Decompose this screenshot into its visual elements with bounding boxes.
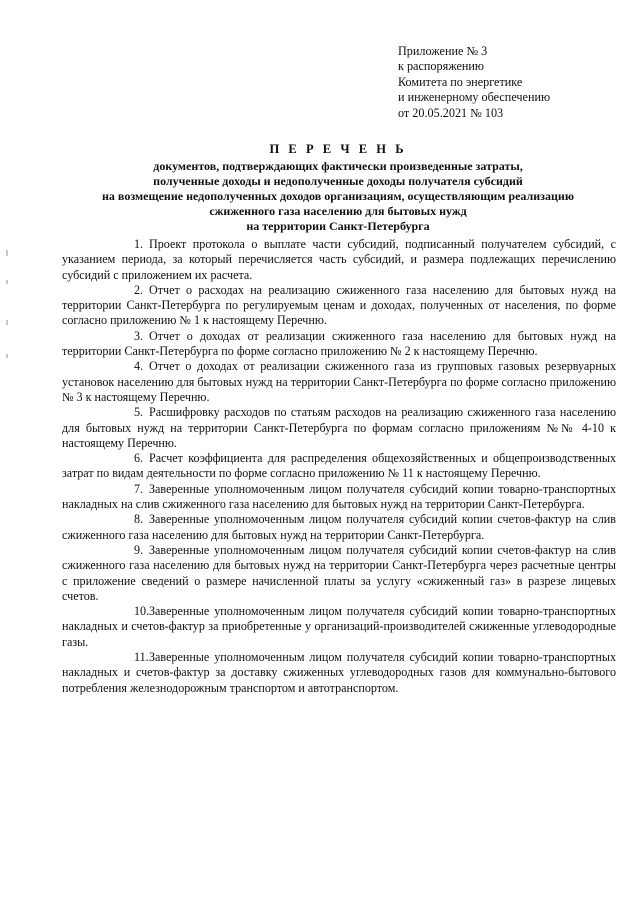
list-item [62,359,616,405]
title-line: на возмещение недополученных доходов организациям, осуществляющим реализацию [102,189,574,203]
item-text: Проект протокола о выплате части субсидий, подписанный получателем субсидий, с указанием периода, за который перечисляется часть субсидий, и размера подлежащих перечислению субсидий с приложением их расчета. [62,237,616,282]
title-line: на территории Санкт-Петербурга [246,219,430,233]
annex-line: Комитета по энергетике [398,74,523,89]
document-list [62,237,616,696]
item-number: 1. [134,237,144,251]
item-number: 8. [134,512,144,527]
annex-reference [398,44,628,121]
item-number: 2. [134,282,144,297]
list-item [62,543,616,604]
list-item [62,451,616,482]
list-item [62,283,616,329]
annex-line: к распоряжению [398,59,485,74]
item-text: Заверенные уполномоченным лицом получателя субсидий копии товарно-транспортных накладных и счетов-фактур за приобретенные у организаций-производителей сжиженные углеводородные газы. [62,604,616,649]
item-text: Расшифровку расходов по статьям расходов на реализацию сжиженного газа населению для бытовых нужд на территории Санкт-Петербурга по формам согласно приложениям №№ 4-10 к настоящему Перечню. [62,405,616,450]
item-text: Отчет о доходах от реализации сжиженного газа населению для бытовых нужд на территории Санкт-Петербурга по форме согласно приложению № 2 к настоящему Перечню. [62,328,616,359]
list-item [62,482,616,513]
list-item [62,405,616,451]
item-number: 10. [134,604,150,619]
item-text: Заверенные уполномоченным лицом получателя субсидий копии товарно-транспортных накладных и счетов-фактур за доставку сжиженных углеводородных газов для коммунально-бытового потребления железнодорожным транспортом и автотранспортом. [62,650,616,695]
scan-margin-marks [6,250,9,370]
item-number: 9. [134,542,144,557]
annex-line: и инженерному обеспечению [398,90,551,105]
annex-line: Приложение № 3 [398,44,488,58]
title-line: сжиженного газа населению для бытовых нужд [209,204,467,218]
item-text: Отчет о расходах на реализацию сжиженного газа населению для бытовых нужд на территории Санкт-Петербурга по регулируемым ценам и доходах, полученных от населения, по форме согласно приложению № 1 к настоящему Перечню. [62,282,616,328]
list-item [62,237,616,283]
annex-line: от 20.05.2021 № 103 [398,105,504,120]
item-text: Заверенные уполномоченным лицом получателя субсидий копии счетов-фактур на слив сжиженного газа населению для бытовых нужд на территории Санкт-Петербурга через расчетные центры с приложение сведений о размере начисленной платы за услугу «сжиженный газ» в разрезе лицевых счетов. [62,542,616,603]
item-number: 5. [134,405,144,420]
title-line: документов, подтверждающих фактически произведенные затраты, [153,159,523,173]
title-line: полученные доходы и недополученные доходы получателя субсидий [153,174,523,188]
title-heading: П Е Р Е Ч Е Н Ь [269,142,407,156]
item-text: Расчет коэффициента для распределения общехозяйственных и общепроизводственных затрат по видам деятельности по форме согласно приложению № 11 к настоящему Перечню. [62,451,616,481]
item-number: 6. [134,451,144,466]
item-number: 7. [134,481,144,496]
list-item [62,512,616,543]
item-number: 11. [134,650,149,665]
item-number: 4. [134,359,144,374]
item-text: Заверенные уполномоченным лицом получателя субсидий копии счетов-фактур на слив сжиженного газа населению для бытовых нужд на территории Санкт-Петербурга. [62,512,616,542]
list-item [62,329,616,360]
item-number: 3. [134,328,144,343]
list-item [62,650,616,696]
list-item [62,604,616,650]
document-title [60,141,616,234]
item-text: Заверенные уполномоченным лицом получателя субсидий копии товарно-транспортных накладных на слив сжиженного газа населению для бытовых нужд на территории Санкт-Петербурга. [62,481,616,512]
item-text: Отчет о доходах от реализации сжиженного газа из групповых газовых резервуарных установок населению для бытовых нужд на территории Санкт-Петербурга по форме согласно приложению № 3 к настоящему Перечню. [62,359,616,404]
